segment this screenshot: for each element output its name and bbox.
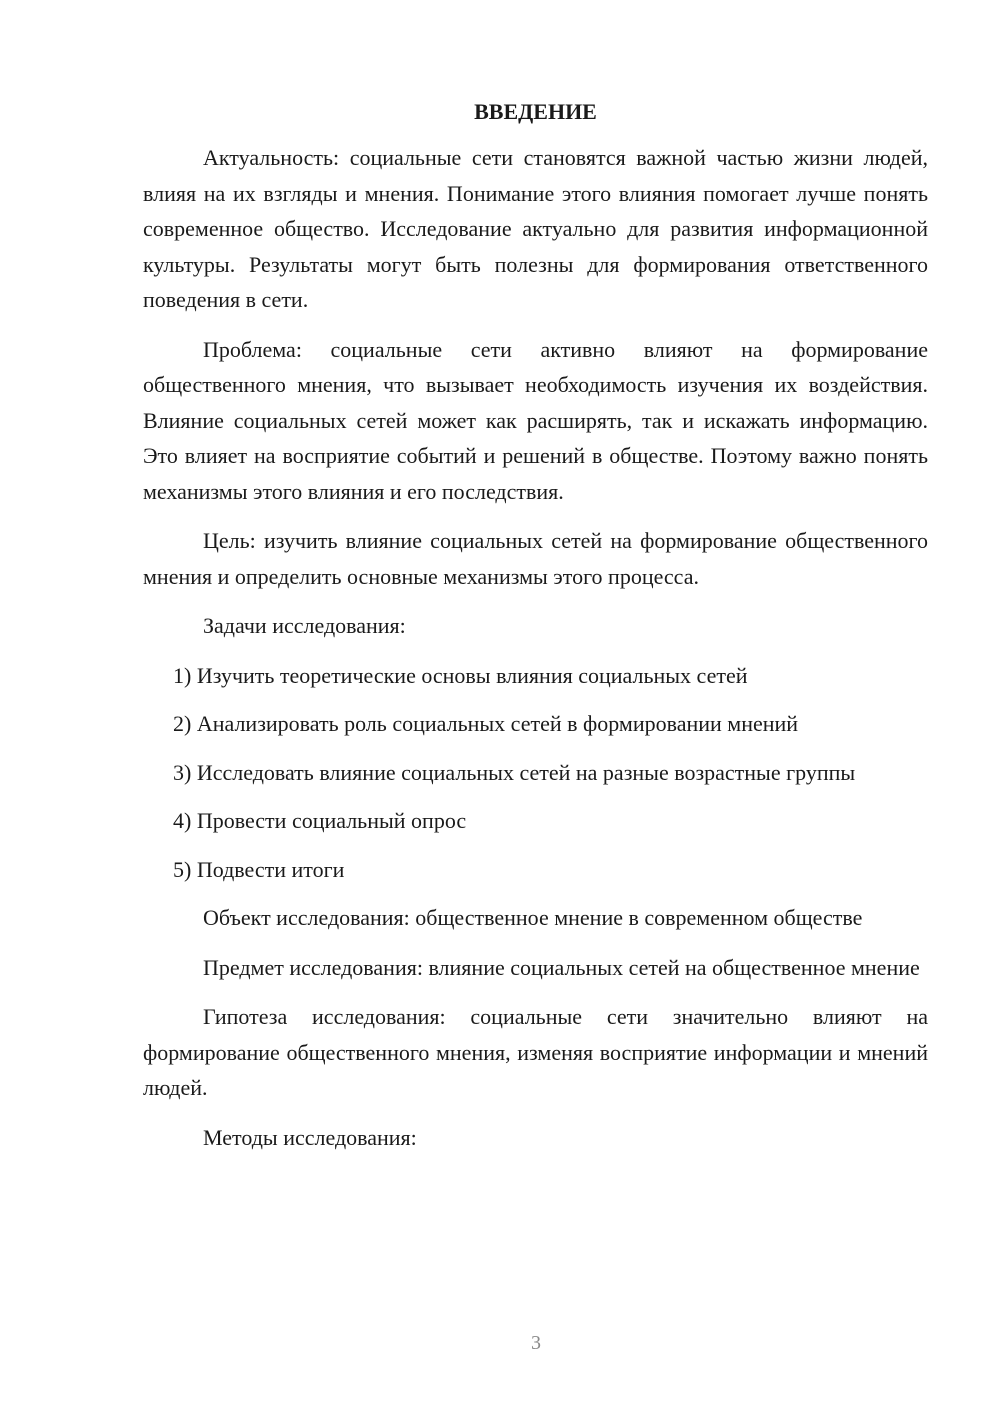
task-item-1: 1) Изучить теоретические основы влияния социальных сетей — [173, 662, 748, 688]
task-item-3: 3) Исследовать влияние социальных сетей на разные возрастные группы — [173, 759, 856, 785]
task-item-2: 2) Анализировать роль социальных сетей в формировании мнений — [173, 711, 799, 736]
section-title: ВВЕДЕНИЕ — [474, 99, 597, 124]
paragraph-goal: Цель: изучить влияние социальных сетей на формирование общественного мнения и определить основные механизмы этого процесса. — [143, 528, 928, 589]
paragraph-problem: Проблема: социальные сети активно влияют на формирование общественного мнения, что вызывает необходимость изучения их воздействия. Влияние социальных сетей может как расширять, так и искажать информацию. Это влияет на восприятие событий и решений в обществе. Поэтому важно понять механизмы этого влияния и его последствия. — [143, 336, 928, 504]
paragraph-tasks-heading: Задачи исследования: — [203, 613, 406, 638]
task-item-4: 4) Провести социальный опрос — [173, 808, 467, 833]
paragraph-methods: Методы исследования: — [203, 1124, 417, 1150]
paragraph-object: Объект исследования: общественное мнение в современном обществе — [203, 905, 863, 930]
paragraph-relevance: Актуальность: социальные сети становятся важной частью жизни людей, влияя на их взгляды и мнения. Понимание этого влияния помогает лучше понять современное общество. Исследование актуально для развития информационной культуры. Результаты могут быть полезны для формирования ответственного поведения в сети. — [143, 145, 928, 312]
page-content — [143, 96, 928, 1169]
paragraph-subject: Предмет исследования: влияние социальных сетей на общественное мнение — [203, 954, 920, 980]
task-item-5: 5) Подвести итоги — [173, 856, 345, 882]
page-number: 3 — [531, 1332, 541, 1354]
paragraph-hypothesis: Гипотеза исследования: социальные сети значительно влияют на формирование общественного мнения, изменяя восприятие информации и мнений людей. — [143, 1004, 928, 1100]
